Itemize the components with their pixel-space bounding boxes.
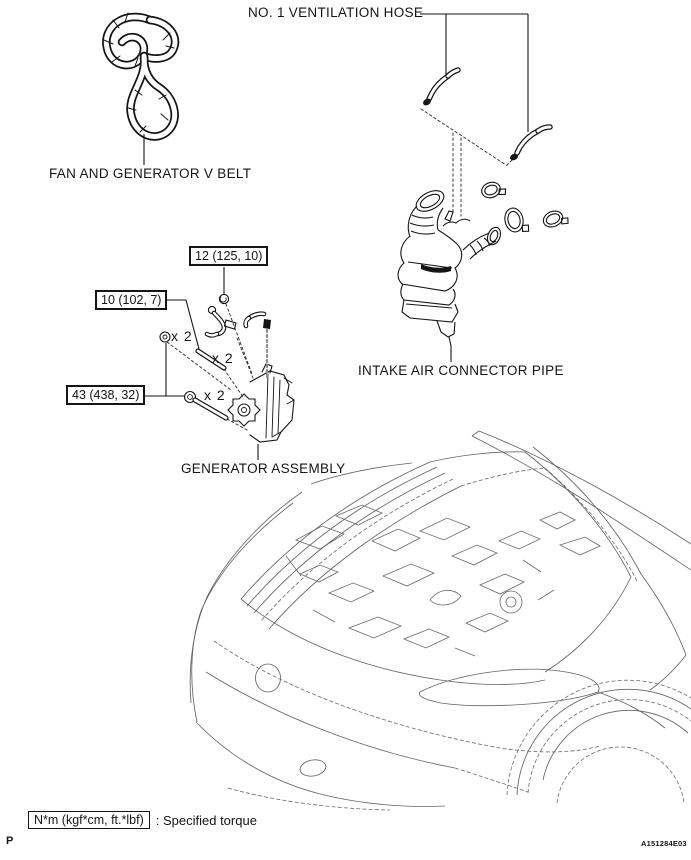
generator-drawing bbox=[160, 294, 294, 442]
car-front-sketch bbox=[190, 431, 691, 810]
ventilation-hoses-drawing bbox=[421, 70, 550, 216]
torque-spec-43: 43 (438, 32) bbox=[66, 385, 145, 405]
intake-pipe-drawing bbox=[398, 178, 570, 346]
label-fan-belt: FAN AND GENERATOR V BELT bbox=[49, 166, 252, 181]
page-marker: P bbox=[6, 835, 14, 847]
torque-unit-box: N*m (kgf*cm, ft.*lbf) bbox=[28, 811, 150, 829]
generator-body bbox=[228, 364, 294, 442]
hose-clamp-2 bbox=[503, 206, 530, 236]
torque-spec-10: 10 (102, 7) bbox=[95, 290, 167, 310]
qty-note-upper-bolt: x 2 bbox=[212, 350, 234, 366]
torque-legend-text: : Specified torque bbox=[155, 812, 257, 828]
hose-clamp-3 bbox=[541, 206, 570, 232]
label-generator: GENERATOR ASSEMBLY bbox=[181, 461, 346, 476]
qty-note-lower-bolt: x 2 bbox=[204, 387, 226, 403]
label-ventilation-hose: NO. 1 VENTILATION HOSE bbox=[248, 5, 424, 20]
v-belt-drawing bbox=[104, 13, 175, 137]
leader-lines bbox=[140, 14, 528, 460]
torque-legend bbox=[28, 811, 257, 829]
qty-note-small-bolt: x 2 bbox=[171, 328, 193, 344]
torque-spec-12: 12 (125, 10) bbox=[189, 246, 268, 266]
hose-clamp-1 bbox=[480, 178, 508, 202]
figure-id: A151284E03 bbox=[641, 839, 687, 848]
label-intake-pipe: INTAKE AIR CONNECTOR PIPE bbox=[358, 363, 564, 378]
